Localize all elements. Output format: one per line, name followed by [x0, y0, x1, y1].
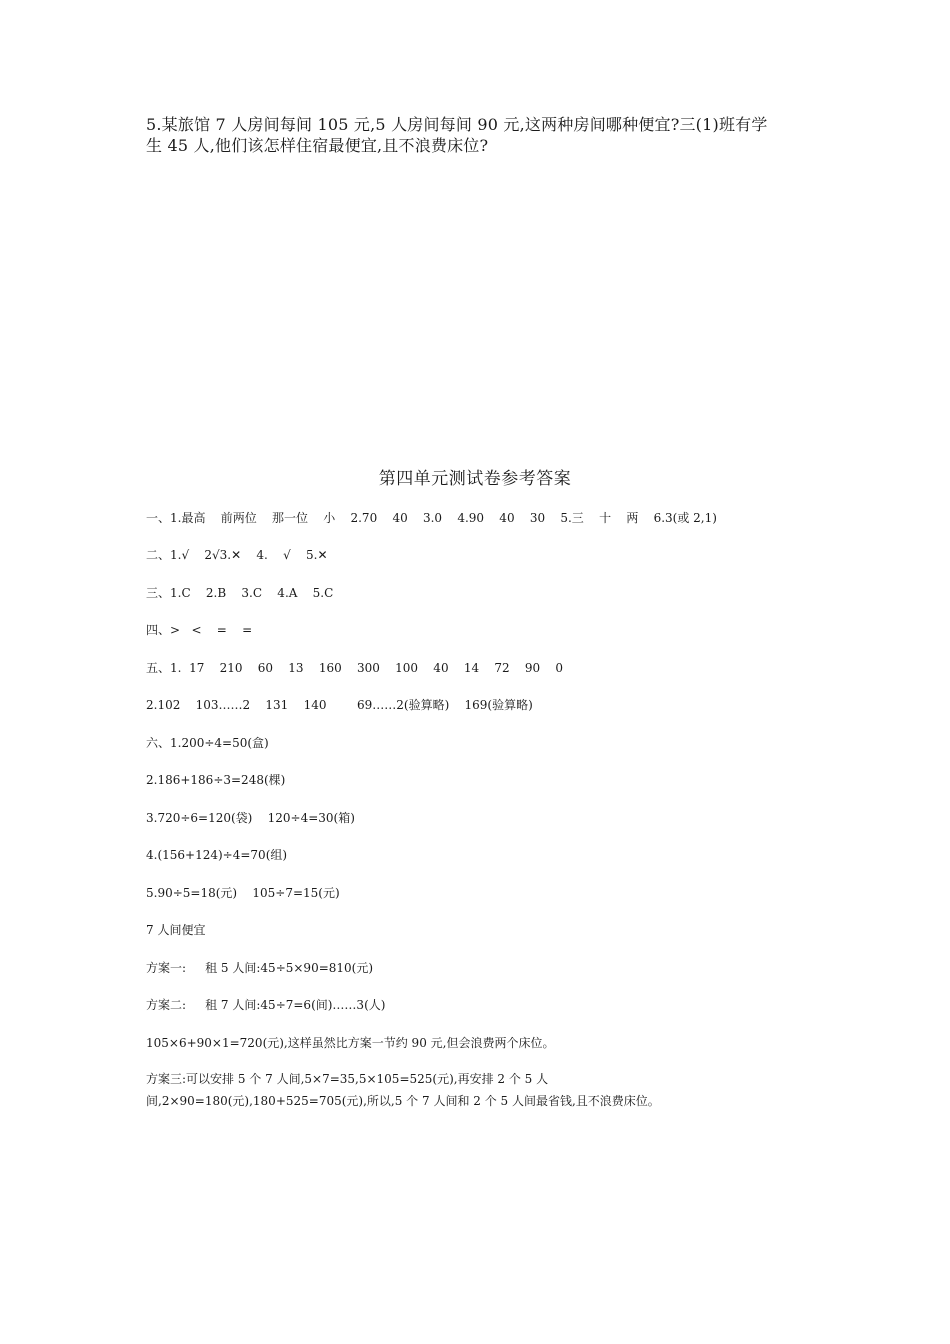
answer-line: 5.90÷5=18(元) 105÷7=15(元)	[146, 886, 340, 900]
answer-key-title: 第四单元测试卷参考答案	[378, 469, 572, 489]
answer-line: 六、1.200÷4=50(盒)	[146, 736, 269, 750]
answer-line: 二、1.√ 2√3.✕ 4. √ 5.✕	[146, 548, 328, 562]
question-5	[146, 114, 816, 156]
answer-line: 方案一: 租 5 人间:45÷5×90=810(元)	[146, 961, 374, 975]
plan-3-line-2: 间,2×90=180(元),180+525=705(元),所以,5 个 7 人间和 2 个 5 人间最省钱,且不浪费床位。	[146, 1094, 660, 1108]
answer-line: 2.102 103……2 131 140 69……2(验算略) 169(验算略)	[146, 698, 533, 712]
answer-line: 4.(156+124)÷4=70(组)	[146, 848, 288, 862]
answer-line: 方案二: 租 7 人间:45÷7=6(间)……3(人)	[146, 998, 386, 1012]
question-5-line-1: 5.某旅馆 7 人房间每间 105 元,5 人房间每间 90 元,这两种房间哪种便宜?三(1)班有学	[146, 115, 768, 134]
plan-3	[146, 1068, 826, 1112]
answer-line: 3.720÷6=120(袋) 120÷4=30(箱)	[146, 811, 355, 825]
answer-line: 105×6+90×1=720(元),这样虽然比方案一节约 90 元,但会浪费两个床位。	[146, 1036, 555, 1050]
answer-line: 一、1.最高 前两位 那一位 小 2.70 40 3.0 4.90 40 30 5.三 十 两 6.3(或 2,1)	[146, 511, 717, 525]
question-5-line-2: 生 45 人,他们该怎样住宿最便宜,且不浪费床位?	[146, 136, 489, 155]
answer-line: 四、> < = =	[146, 623, 253, 637]
answer-line: 五、1. 17 210 60 13 160 300 100 40 14 72 90 0	[146, 661, 564, 675]
answer-line: 7 人间便宜	[146, 923, 206, 937]
plan-3-line-1: 方案三:可以安排 5 个 7 人间,5×7=35,5×105=525(元),再安排 2 个 5 人	[146, 1072, 549, 1086]
answer-line: 2.186+186÷3=248(棵)	[146, 773, 286, 787]
answer-line: 三、1.C 2.B 3.C 4.A 5.C	[146, 586, 334, 600]
